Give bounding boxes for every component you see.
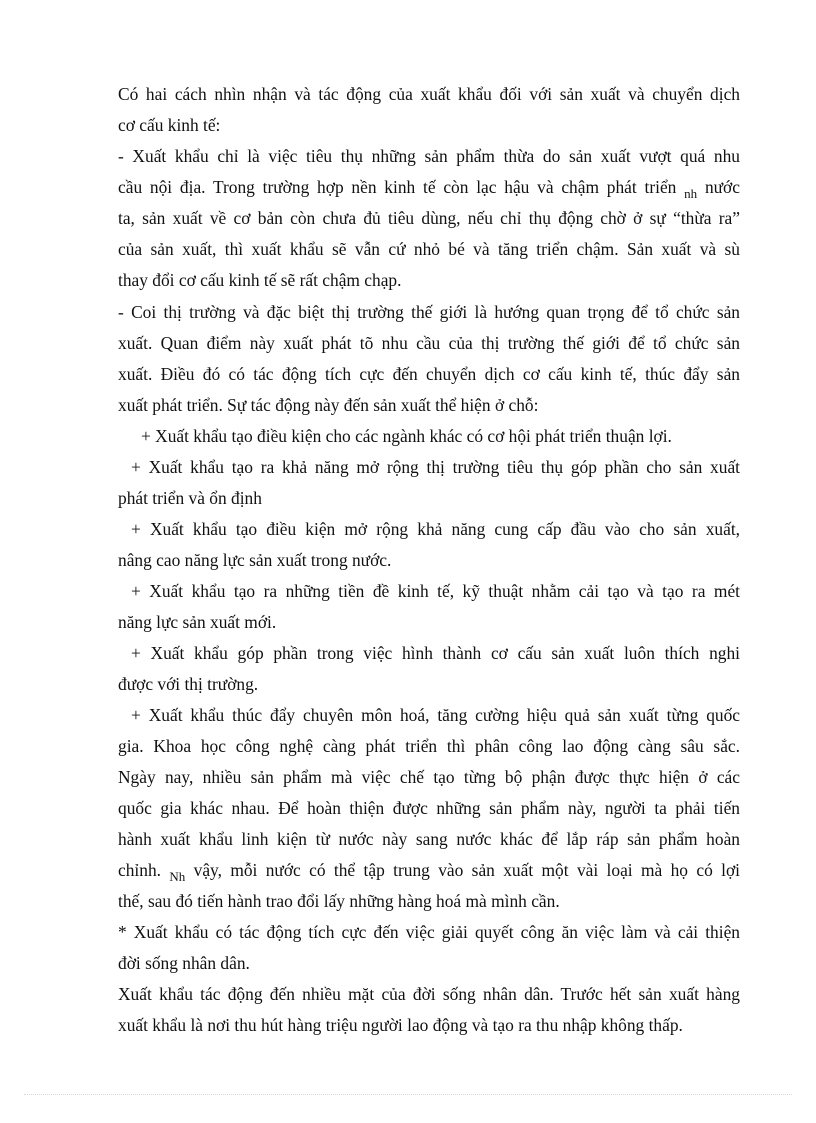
- text-line: [118, 855, 740, 886]
- text-line: gia. Khoa học công nghệ càng phát triển thì phân công lao động càng sâu sắc.: [118, 736, 740, 756]
- page-bottom-divider: [24, 1094, 792, 1095]
- text-line: + Xuất khẩu tạo điều kiện cho các ngành khác có cơ hội phát triển thuận lợi.: [141, 426, 672, 446]
- text-line: thế, sau đó tiến hành trao đổi lấy những hàng hoá mà mình cần.: [118, 891, 560, 911]
- text-line: xuất. Quan điểm này xuất phát tõ nhu cầu của thị trường thế giới để tổ chức sản: [118, 333, 740, 353]
- text-fragment: nh: [684, 186, 698, 201]
- text-line: nâng cao năng lực sản xuất trong nước.: [118, 550, 392, 570]
- text-line: năng lực sản xuất mới.: [118, 612, 277, 632]
- text-line: [118, 172, 740, 203]
- text-fragment: chỉnh.: [118, 860, 161, 880]
- text-line: + Xuất khẩu thúc đẩy chuyên môn hoá, tăng cường hiệu quả sản xuất từng quốc: [131, 705, 740, 725]
- text-fragment: nước: [704, 177, 740, 197]
- text-fragment: cầu nội địa. Trong trường hợp nền kinh tế còn lạc hậu và chậm phát triển: [118, 177, 677, 197]
- text-line: Xuất khẩu tác động đến nhiều mặt của đời sống nhân dân. Trước hết sản xuất hàng: [118, 984, 740, 1004]
- text-line: phát triển và ổn định: [118, 488, 262, 508]
- text-line: xuất phát triển. Sự tác động này đến sản xuất thể hiện ở chỗ:: [118, 395, 539, 415]
- text-line: + Xuất khẩu tạo điều kiện mở rộng khả năng cung cấp đầu vào cho sản xuất,: [131, 519, 740, 539]
- text-line: được với thị trường.: [118, 674, 259, 694]
- text-line: đời sống nhân dân.: [118, 953, 250, 973]
- text-line: + Xuất khẩu tạo ra những tiền đề kinh tế, kỹ thuật nhằm cải tạo và tạo ra mét: [131, 581, 740, 601]
- text-line: ta, sản xuất về cơ bản còn chưa đủ tiêu dùng, nếu chỉ thụ động chờ ở sự “thừa ra”: [118, 208, 740, 228]
- text-line: của sản xuất, thì xuất khẩu sẽ vẫn cứ nhỏ bé và tăng triển chậm. Sản xuất và sù: [118, 239, 740, 259]
- text-line: cơ cấu kinh tế:: [118, 115, 221, 135]
- text-line: xuất khẩu là nơi thu hút hàng triệu người lao động và tạo ra thu nhập không thấp.: [118, 1015, 683, 1035]
- text-line: xuất. Điều đó có tác động tích cực đến chuyển dịch cơ cấu kinh tế, thúc đẩy sản: [118, 364, 740, 384]
- text-line: - Coi thị trường và đặc biệt thị trường thế giới là hướng quan trọng để tổ chức sản: [118, 302, 740, 322]
- text-fragment: vậy, mỗi nước có thể tập trung vào sản xuất một vài loại mà họ có lợi: [193, 860, 740, 880]
- text-line: * Xuất khẩu có tác động tích cực đến việc giải quyết công ăn việc làm và cải thiện: [118, 922, 740, 942]
- text-line: thay đổi cơ cấu kinh tế sẽ rất chậm chạp.: [118, 270, 402, 290]
- text-fragment: Nh: [169, 869, 186, 884]
- text-line: hành xuất khẩu linh kiện từ nước này sang nước khác để lắp ráp sản phẩm hoàn: [118, 829, 740, 849]
- text-line: + Xuất khẩu tạo ra khả năng mở rộng thị trường tiêu thụ góp phần cho sản xuất: [131, 457, 740, 477]
- text-line: Có hai cách nhìn nhận và tác động của xuất khẩu đối với sản xuất và chuyển dịch: [118, 84, 740, 104]
- text-line: + Xuất khẩu góp phần trong việc hình thành cơ cấu sản xuất luôn thích nghi: [131, 643, 740, 663]
- text-line: Ngày nay, nhiều sản phẩm mà việc chế tạo từng bộ phận được thực hiện ở các: [118, 767, 740, 787]
- text-line: quốc gia khác nhau. Để hoàn thiện được những sản phẩm này, người ta phải tiến: [118, 798, 740, 818]
- text-line: - Xuất khẩu chỉ là việc tiêu thụ những sản phẩm thừa do sản xuất vượt quá nhu: [118, 146, 740, 166]
